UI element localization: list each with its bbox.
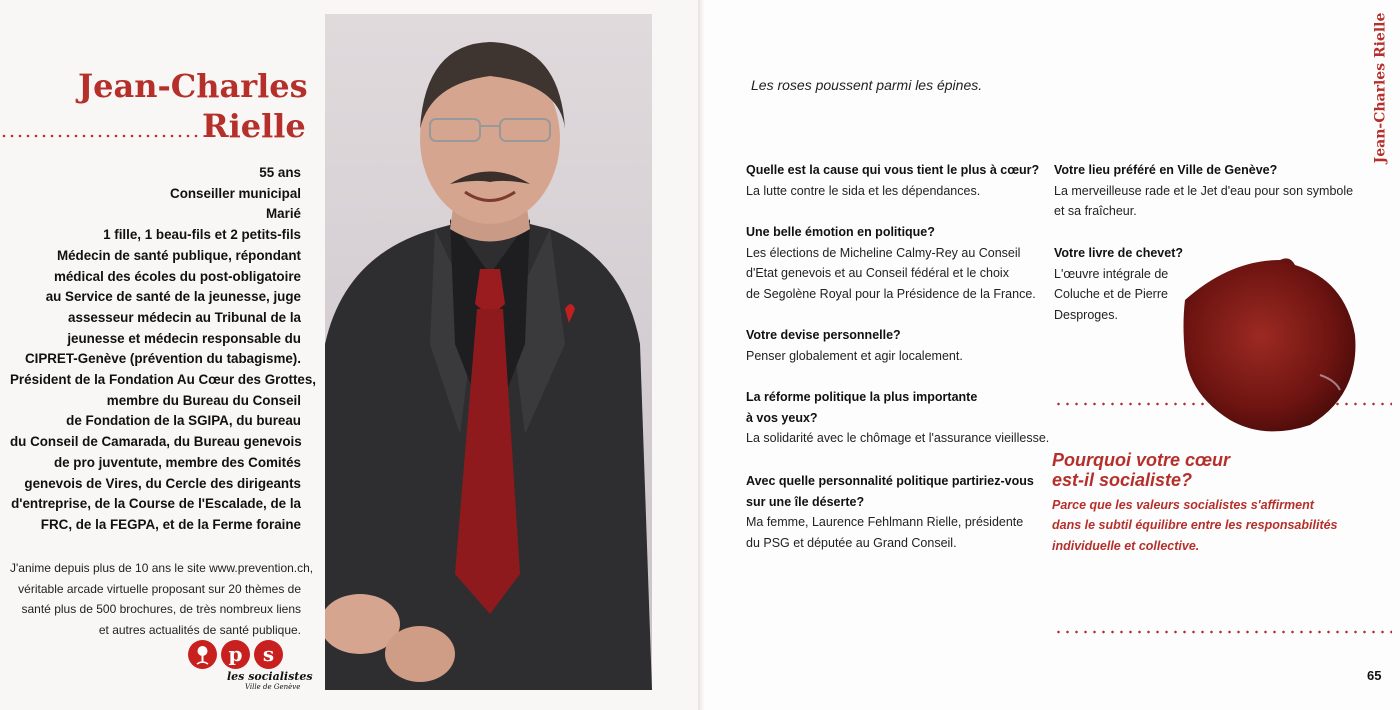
- qa-block: [746, 325, 1036, 366]
- bio-line: 1 fille, 1 beau-fils et 2 petits-fils: [103, 227, 301, 243]
- question: à vos yeux?: [746, 410, 818, 425]
- rose-emblem-icon: [188, 640, 217, 669]
- bio-line: de pro juventute, membre des Comités: [53, 454, 301, 470]
- question: Votre lieu préféré en Ville de Genève?: [1054, 163, 1278, 177]
- question: Quelle est la cause qui vous tient le plus à cœur?: [746, 163, 1040, 177]
- bio-line: membre du Bureau du Conseil: [106, 392, 301, 408]
- bio-line: d'entreprise, de la Course de l'Escalade, de la: [11, 496, 301, 512]
- site-note-line: véritable arcade virtuelle proposant sur 20 thèmes de: [18, 581, 301, 596]
- logo-subtitle: Ville de Genève: [245, 683, 301, 691]
- dotted-divider: [0, 134, 200, 138]
- bio-line: de Fondation de la SGIPA, du bureau: [66, 413, 301, 429]
- qa-block: [746, 471, 1036, 553]
- motto: Les roses poussent parmi les épines.: [751, 77, 983, 93]
- qa-block: [746, 222, 1036, 304]
- bio-line: CIPRET-Genève (prévention du tabagisme).: [24, 351, 301, 367]
- site-note-line: santé plus de 500 brochures, de très nombreux liens: [21, 602, 301, 616]
- portrait-photo: [325, 14, 652, 690]
- answer: Les élections de Micheline Calmy-Rey au Conseil: [746, 245, 1021, 260]
- why-title: [1052, 450, 1230, 490]
- answer: La merveilleuse rade et le Jet d'eau pour son symbole: [1054, 183, 1354, 198]
- bio-line: Médecin de santé publique, répondant: [56, 247, 301, 263]
- answer: et sa fraîcheur.: [1054, 204, 1137, 219]
- why-title-line: Pourquoi votre cœur: [1052, 450, 1231, 470]
- answer: Desproges.: [1054, 307, 1118, 322]
- answer: Penser globalement et agir localement.: [746, 348, 963, 363]
- bio-line: assesseur médecin au Tribunal de la: [68, 309, 301, 325]
- site-note: [10, 558, 314, 640]
- why-title-line: est-il socialiste?: [1052, 470, 1193, 490]
- bio-line: 55 ans: [259, 165, 301, 180]
- party-logo: [185, 640, 313, 691]
- site-note-line: J'anime depuis plus de 10 ans le site www.prevention.ch,: [10, 561, 314, 575]
- question: La réforme politique la plus importante: [746, 390, 978, 404]
- qa-block: [1054, 160, 1354, 222]
- dotted-divider: [1054, 630, 1392, 634]
- question: Votre livre de chevet?: [1054, 246, 1183, 260]
- logo-letter-p: p: [221, 640, 250, 669]
- answer: d'Etat genevois et au Conseil fédéral et le choix: [746, 266, 1009, 281]
- site-note-line: et autres actualités de santé publique.: [98, 622, 301, 637]
- answer: La solidarité avec le chômage et l'assurance vieillesse.: [746, 431, 1050, 446]
- bio-line: Président de la Fondation Au Cœur des Grottes,: [10, 372, 317, 388]
- bio-line: Conseiller municipal: [170, 185, 301, 201]
- bio-text: [10, 163, 317, 536]
- bio-line: Marié: [266, 206, 301, 222]
- why-body: [1052, 495, 1338, 556]
- logo-letter-s: s: [254, 640, 283, 669]
- why-body-line: Parce que les valeurs socialistes s'affirment: [1052, 498, 1314, 512]
- question: Votre devise personnelle?: [746, 328, 901, 342]
- answer: du PSG et députée au Grand Conseil.: [746, 535, 957, 550]
- vertical-running-name: [1350, 8, 1400, 168]
- why-body-line: dans le subtil équilibre entre les responsabilités: [1052, 518, 1338, 533]
- answer: de Segolène Royal pour la Présidence de la France.: [746, 286, 1036, 301]
- bio-line: du Conseil de Camarada, du Bureau genevois: [10, 434, 302, 450]
- answer: Coluche et de Pierre: [1054, 287, 1168, 302]
- logo-name: les socialistes: [227, 670, 313, 683]
- question: sur une île déserte?: [746, 494, 865, 509]
- question: Avec quelle personnalité politique partiriez-vous: [746, 474, 1034, 488]
- bio-line: genevois de Vires, du Cercle des dirigeants: [24, 475, 301, 491]
- qa-block: [746, 387, 1050, 449]
- answer: Ma femme, Laurence Fehlmann Rielle, présidente: [746, 515, 1024, 530]
- bio-line: médical des écoles du post-obligatoire: [53, 268, 301, 284]
- rose-petal-image: [1170, 255, 1365, 435]
- vertical-name-text: Jean-Charles Rielle: [1372, 12, 1388, 164]
- name-last: Rielle: [202, 107, 306, 145]
- page-number: 65: [1367, 668, 1382, 683]
- answer: L'œuvre intégrale de: [1054, 266, 1169, 281]
- qa-block: [746, 160, 1040, 201]
- bio-line: au Service de santé de la jeunesse, juge: [45, 289, 301, 305]
- question: Une belle émotion en politique?: [746, 225, 935, 239]
- why-body-line: individuelle et collective.: [1052, 538, 1200, 553]
- name-first: Jean-Charles: [78, 67, 308, 105]
- bio-line: jeunesse et médecin responsable du: [67, 330, 301, 346]
- answer: La lutte contre le sida et les dépendances.: [746, 183, 981, 198]
- bio-line: FRC, de la FEGPA, et de la Ferme foraine: [40, 516, 301, 532]
